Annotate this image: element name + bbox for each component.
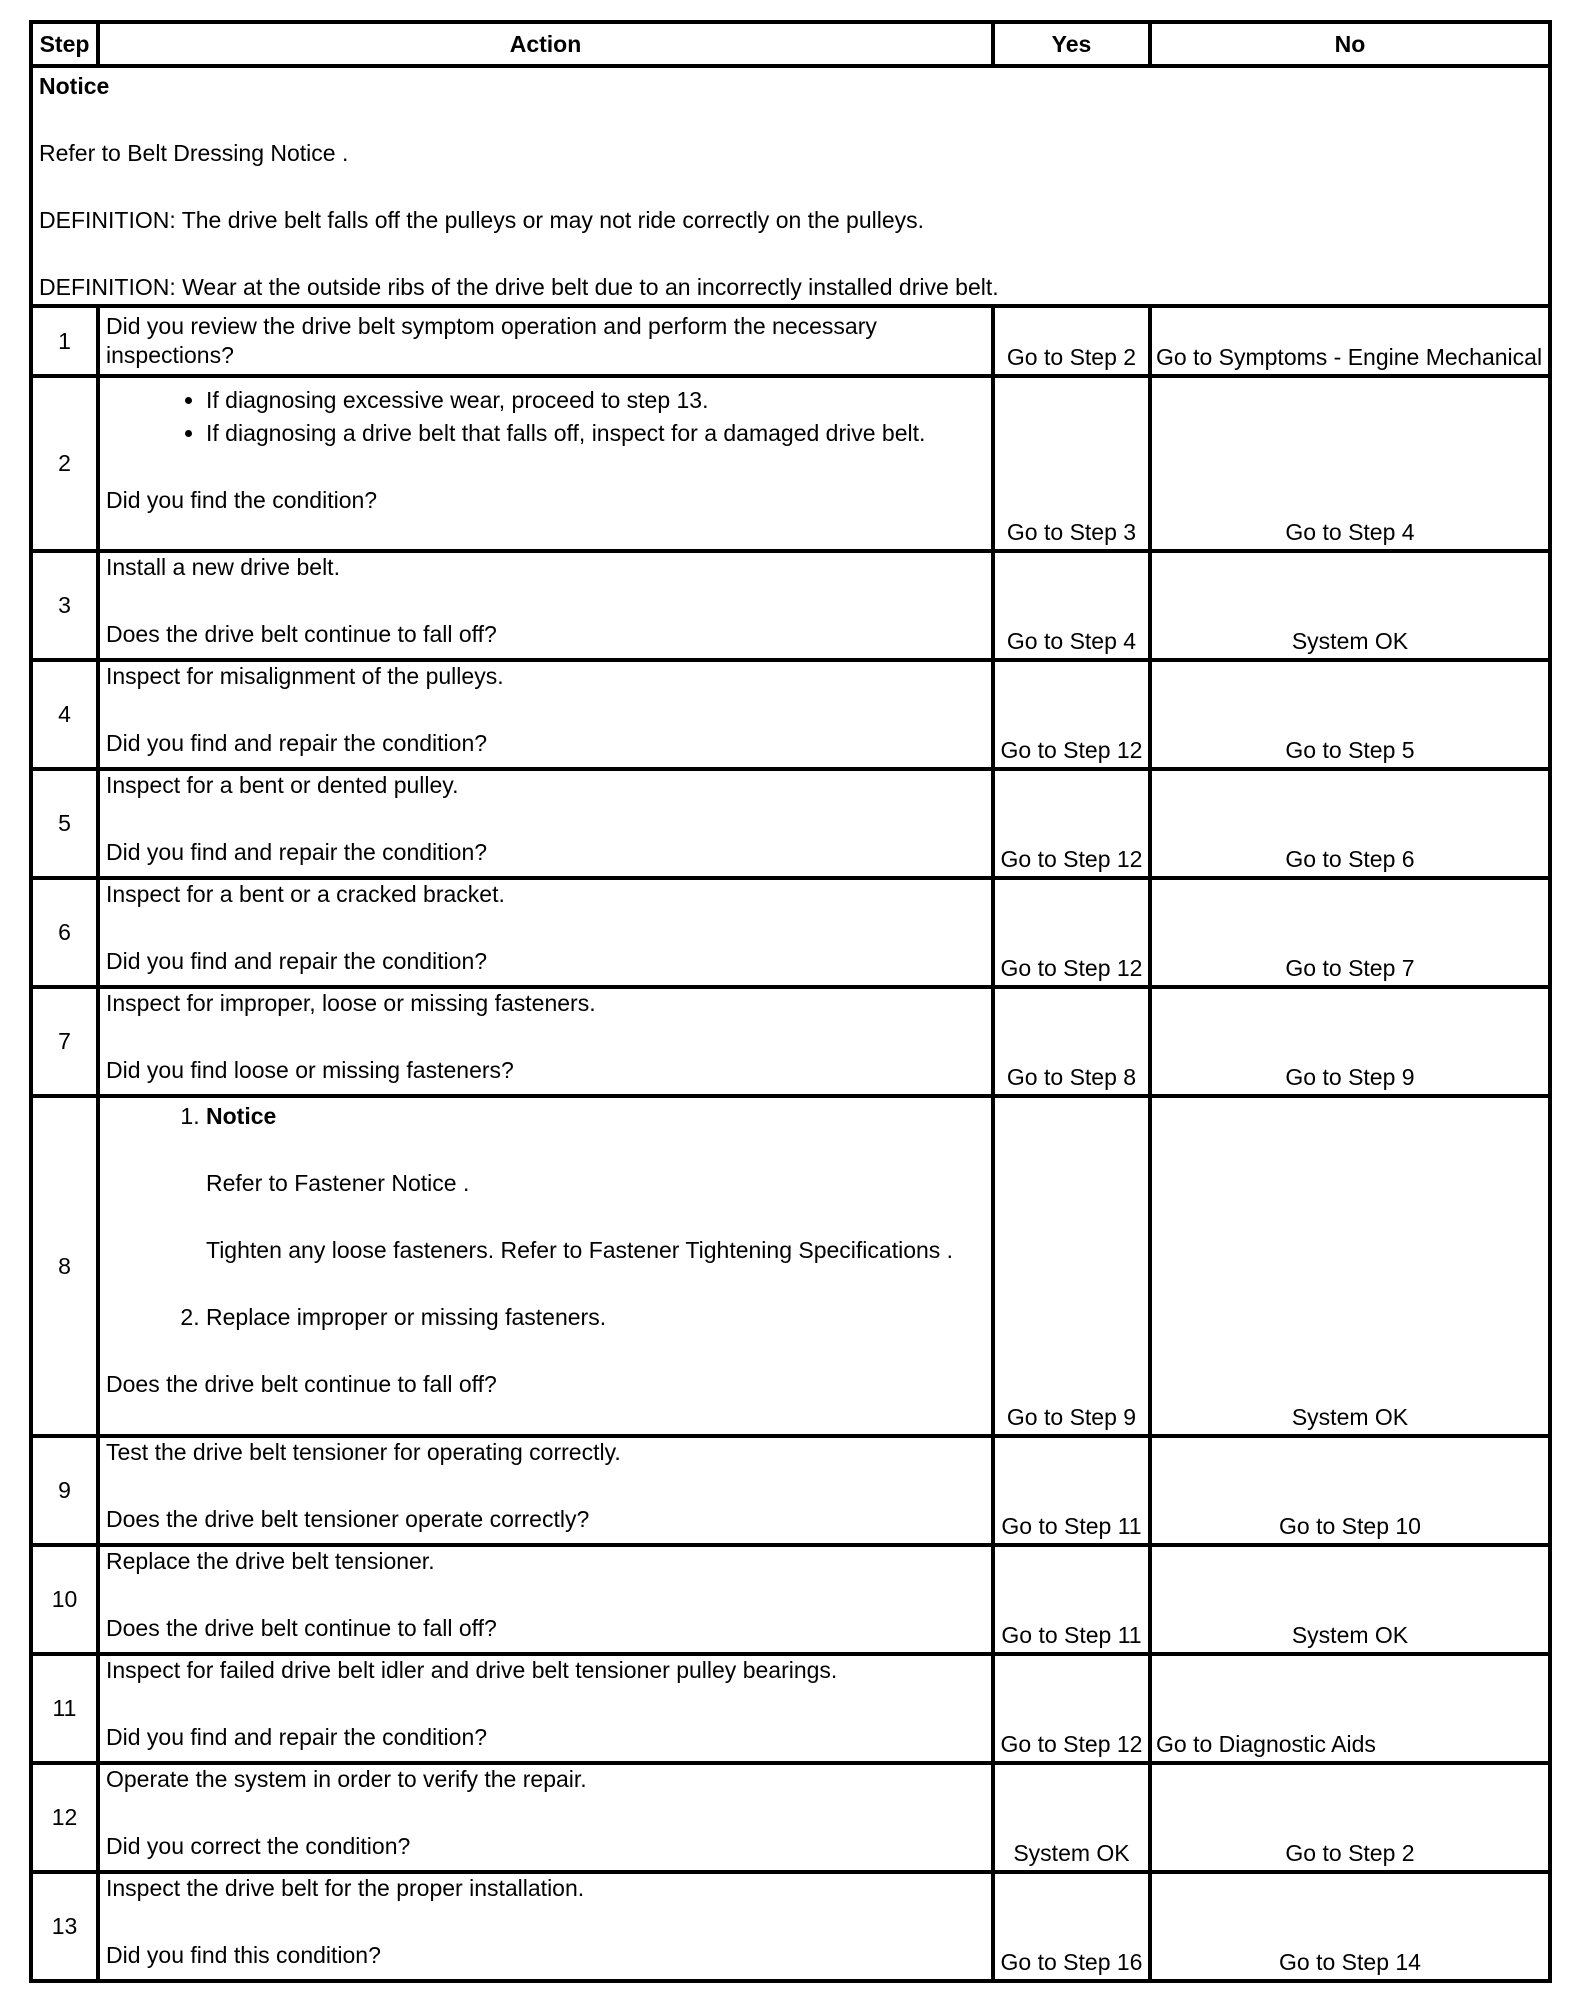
action-text: Inspect the drive belt for the proper installation. <box>106 1875 585 1901</box>
step-number: 13 <box>31 1872 98 1981</box>
notice-title: Notice <box>39 73 110 99</box>
no-cell: Go to Step 5 <box>1150 660 1550 769</box>
yes-cell: Go to Step 2 <box>993 306 1150 376</box>
step-number: 1 <box>31 306 98 376</box>
no-cell: Go to Step 2 <box>1150 1763 1550 1872</box>
action-text: Operate the system in order to verify the repair. <box>106 1766 587 1792</box>
action-question: Did you find the condition? <box>106 487 378 513</box>
notice-row <box>31 66 1550 306</box>
yes-cell: Go to Step 9 <box>993 1096 1150 1436</box>
yes-cell: Go to Step 12 <box>993 660 1150 769</box>
table-row <box>31 1872 1550 1981</box>
notice-line: DEFINITION: Wear at the outside ribs of the drive belt due to an incorrectly installed drive belt. <box>39 274 999 300</box>
yes-cell: Go to Step 12 <box>993 878 1150 987</box>
list-item-para: Refer to Fastener Notice . <box>206 1170 470 1196</box>
list-item: • If diagnosing a drive belt that falls off, inspect for a damaged drive belt. <box>206 419 985 448</box>
yes-cell: Go to Step 16 <box>993 1872 1150 1981</box>
list-item: • If diagnosing excessive wear, proceed to step 13. <box>206 386 985 415</box>
table-row <box>31 306 1550 376</box>
action-cell <box>98 769 993 878</box>
step-number: 2 <box>31 376 98 551</box>
step-number: 11 <box>31 1654 98 1763</box>
step-number: 6 <box>31 878 98 987</box>
action-cell <box>98 878 993 987</box>
action-cell <box>98 1763 993 1872</box>
no-cell: Go to Step 6 <box>1150 769 1550 878</box>
no-cell: System OK <box>1150 1545 1550 1654</box>
no-cell: Go to Step 7 <box>1150 878 1550 987</box>
action-text: Inspect for misalignment of the pulleys. <box>106 663 504 689</box>
table-row <box>31 987 1550 1096</box>
action-cell <box>98 1654 993 1763</box>
step-number: 12 <box>31 1763 98 1872</box>
action-cell <box>98 1436 993 1545</box>
header-no: No <box>1150 22 1550 66</box>
action-cell <box>98 1545 993 1654</box>
yes-cell: Go to Step 8 <box>993 987 1150 1096</box>
action-cell <box>98 551 993 660</box>
step-number: 10 <box>31 1545 98 1654</box>
no-cell: Go to Step 14 <box>1150 1872 1550 1981</box>
table-row <box>31 1654 1550 1763</box>
action-text: Inspect for a bent or dented pulley. <box>106 772 459 798</box>
header-yes: Yes <box>993 22 1150 66</box>
action-cell <box>98 660 993 769</box>
yes-cell: System OK <box>993 1763 1150 1872</box>
table-row <box>31 1763 1550 1872</box>
table-row <box>31 1436 1550 1545</box>
no-cell: Go to Diagnostic Aids <box>1150 1654 1550 1763</box>
notice-line: DEFINITION: The drive belt falls off the pulleys or may not ride correctly on the pulleys. <box>39 207 925 233</box>
action-question: Does the drive belt continue to fall off? <box>106 621 497 647</box>
step-number: 7 <box>31 987 98 1096</box>
step-number: 9 <box>31 1436 98 1545</box>
action-question: Did you correct the condition? <box>106 1833 411 1859</box>
action-text: Install a new drive belt. <box>106 554 340 580</box>
list-item-title: 2. Replace improper or missing fasteners. <box>206 1304 607 1330</box>
no-cell: Go to Step 10 <box>1150 1436 1550 1545</box>
step-number: 4 <box>31 660 98 769</box>
action-text: Inspect for improper, loose or missing fasteners. <box>106 990 596 1016</box>
action-question: Did you find and repair the condition? <box>106 1724 488 1750</box>
action-question: Did you find and repair the condition? <box>106 839 488 865</box>
yes-cell: Go to Step 12 <box>993 769 1150 878</box>
header-row <box>31 22 1550 66</box>
notice-line: Refer to Belt Dressing Notice . <box>39 140 349 166</box>
action-question: Did you find this condition? <box>106 1942 381 1968</box>
step-number: 5 <box>31 769 98 878</box>
numbered-list <box>106 1102 985 1332</box>
action-text: Inspect for a bent or a cracked bracket. <box>106 881 505 907</box>
list-item <box>206 1102 985 1303</box>
step-number: 3 <box>31 551 98 660</box>
yes-cell: Go to Step 11 <box>993 1545 1150 1654</box>
notice-cell <box>31 66 1550 306</box>
action-question: Does the drive belt tensioner operate correctly? <box>106 1506 590 1532</box>
action-cell <box>98 1096 993 1436</box>
list-item-para: Tighten any loose fasteners. Refer to Fastener Tightening Specifications . <box>206 1237 954 1263</box>
table-row <box>31 660 1550 769</box>
diagnostic-table <box>29 20 1552 1983</box>
header-step: Step <box>31 22 98 66</box>
action-text: Test the drive belt tensioner for operating correctly. <box>106 1439 621 1465</box>
action-cell: Did you review the drive belt symptom operation and perform the necessary inspections? <box>98 306 993 376</box>
table-row <box>31 1096 1550 1436</box>
no-cell: Go to Symptoms - Engine Mechanical <box>1150 306 1550 376</box>
yes-cell: Go to Step 3 <box>993 376 1150 551</box>
yes-cell: Go to Step 12 <box>993 1654 1150 1763</box>
yes-cell: Go to Step 11 <box>993 1436 1150 1545</box>
action-question: Does the drive belt continue to fall off? <box>106 1615 497 1641</box>
action-cell <box>98 376 993 551</box>
action-question: Does the drive belt continue to fall off? <box>106 1371 497 1397</box>
table-row <box>31 769 1550 878</box>
action-cell <box>98 1872 993 1981</box>
no-cell: System OK <box>1150 551 1550 660</box>
list-item-title: 1. Notice <box>206 1103 277 1129</box>
yes-cell: Go to Step 4 <box>993 551 1150 660</box>
no-cell: Go to Step 9 <box>1150 987 1550 1096</box>
no-cell: Go to Step 4 <box>1150 376 1550 551</box>
action-question: Did you find loose or missing fasteners? <box>106 1057 514 1083</box>
action-question: Did you find and repair the condition? <box>106 948 488 974</box>
action-cell <box>98 987 993 1096</box>
table-row <box>31 551 1550 660</box>
table-row <box>31 1545 1550 1654</box>
step-number: 8 <box>31 1096 98 1436</box>
action-text: Replace the drive belt tensioner. <box>106 1548 435 1574</box>
header-action: Action <box>98 22 993 66</box>
list-item <box>206 1303 985 1332</box>
table-row <box>31 878 1550 987</box>
action-text: Inspect for failed drive belt idler and drive belt tensioner pulley bearings. <box>106 1657 838 1683</box>
bullet-list <box>106 386 985 448</box>
no-cell: System OK <box>1150 1096 1550 1436</box>
action-question: Did you find and repair the condition? <box>106 730 488 756</box>
table-row <box>31 376 1550 551</box>
